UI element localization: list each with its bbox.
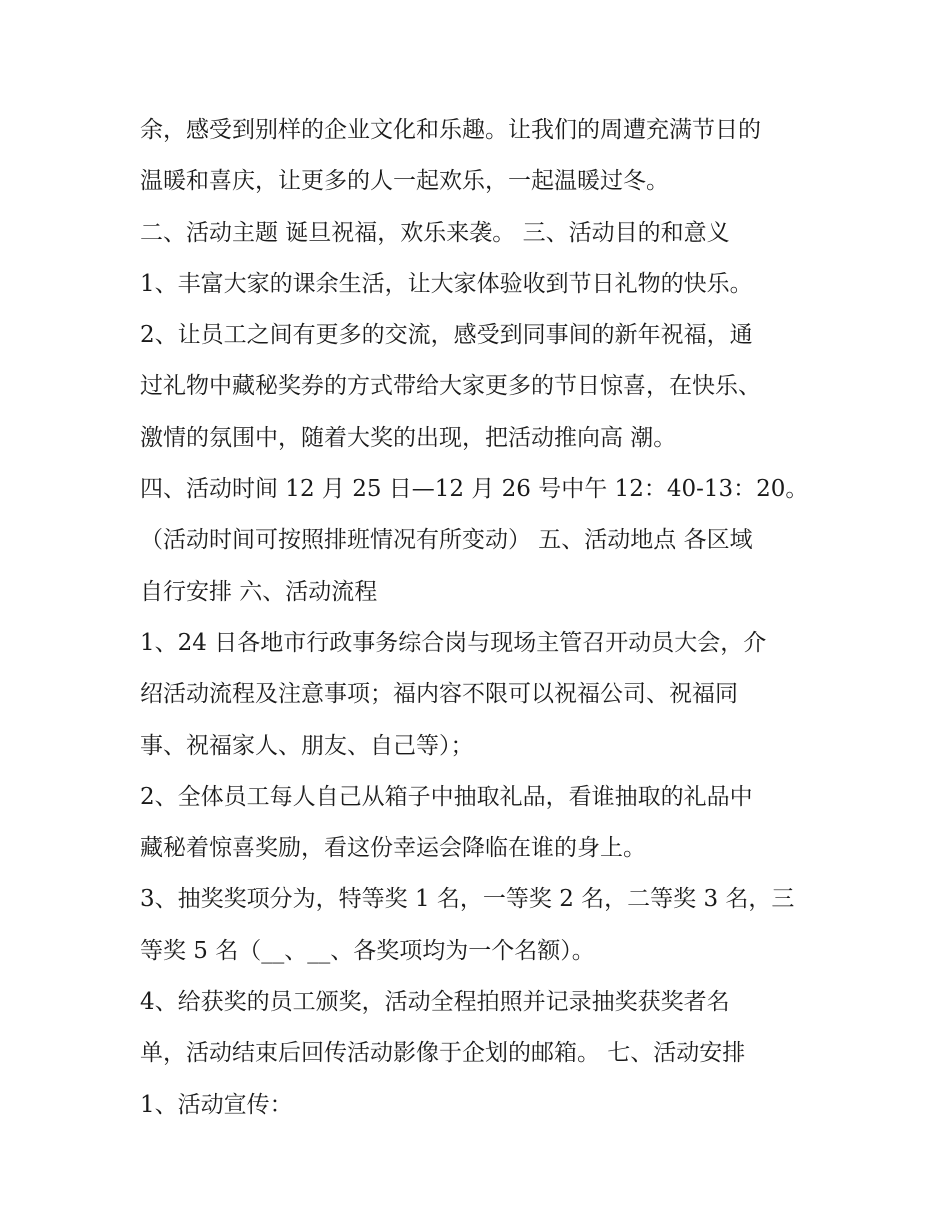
- text-line: 1、丰富大家的课余生活，让大家体验收到节日礼物的快乐。: [140, 270, 753, 297]
- text-line: 激情的氛围中，随着大奖的出现，把活动推向高 潮。: [140, 424, 677, 451]
- document-body: [140, 105, 820, 1131]
- text-line: 2、让员工之间有更多的交流，感受到同事间的新年祝福，通: [140, 322, 753, 349]
- text-line: 余，感受到别样的企业文化和乐趣。让我们的周遭充满节日的: [140, 117, 761, 143]
- text-line: 温暖和喜庆，让更多的人一起欢乐，一起温暖过冬。: [140, 168, 669, 195]
- text-line: 等奖 5 名（__、__、各奖项均为一个名额）。: [140, 937, 595, 964]
- text-line: 单，活动结束后回传活动影像于企划的邮箱。 七、活动安排: [140, 1040, 746, 1067]
- section-heading-line: 自行安排 六、活动流程: [140, 578, 378, 605]
- text-line: 绍活动流程及注意事项；福内容不限可以祝福公司、祝福同: [140, 681, 738, 708]
- text-line: 藏秘着惊喜奖励，看这份幸运会降临在谁的身上。: [140, 835, 646, 862]
- text-line: 事、祝福家人、朋友、自己等）；: [140, 732, 474, 759]
- section-heading-line: 四、活动时间 12 月 25 日—12 月 26 号中午 12：40-13：20。: [140, 476, 809, 503]
- text-line: （活动时间可按照排班情况有所变动） 五、活动地点 各区域: [140, 527, 753, 554]
- text-line: 过礼物中藏秘奖券的方式带给大家更多的节日惊喜，在快乐、: [140, 373, 761, 400]
- text-line: 1、活动宣传：: [140, 1091, 293, 1118]
- section-heading-line: 二、活动主题 诞旦祝福，欢乐来袭。 三、活动目的和意义: [140, 219, 730, 246]
- text-line: 4、给获奖的员工颁奖，活动全程拍照并记录抽奖获奖者名: [140, 989, 730, 1016]
- text-line: 3、抽奖奖项分为，特等奖 1 名，一等奖 2 名，二等奖 3 名，三: [140, 886, 795, 913]
- text-line: 2、全体员工每人自己从箱子中抽取礼品，看谁抽取的礼品中: [140, 783, 753, 810]
- text-line: 1、24 日各地市行政事务综合岗与现场主管召开动员大会，介: [140, 629, 767, 656]
